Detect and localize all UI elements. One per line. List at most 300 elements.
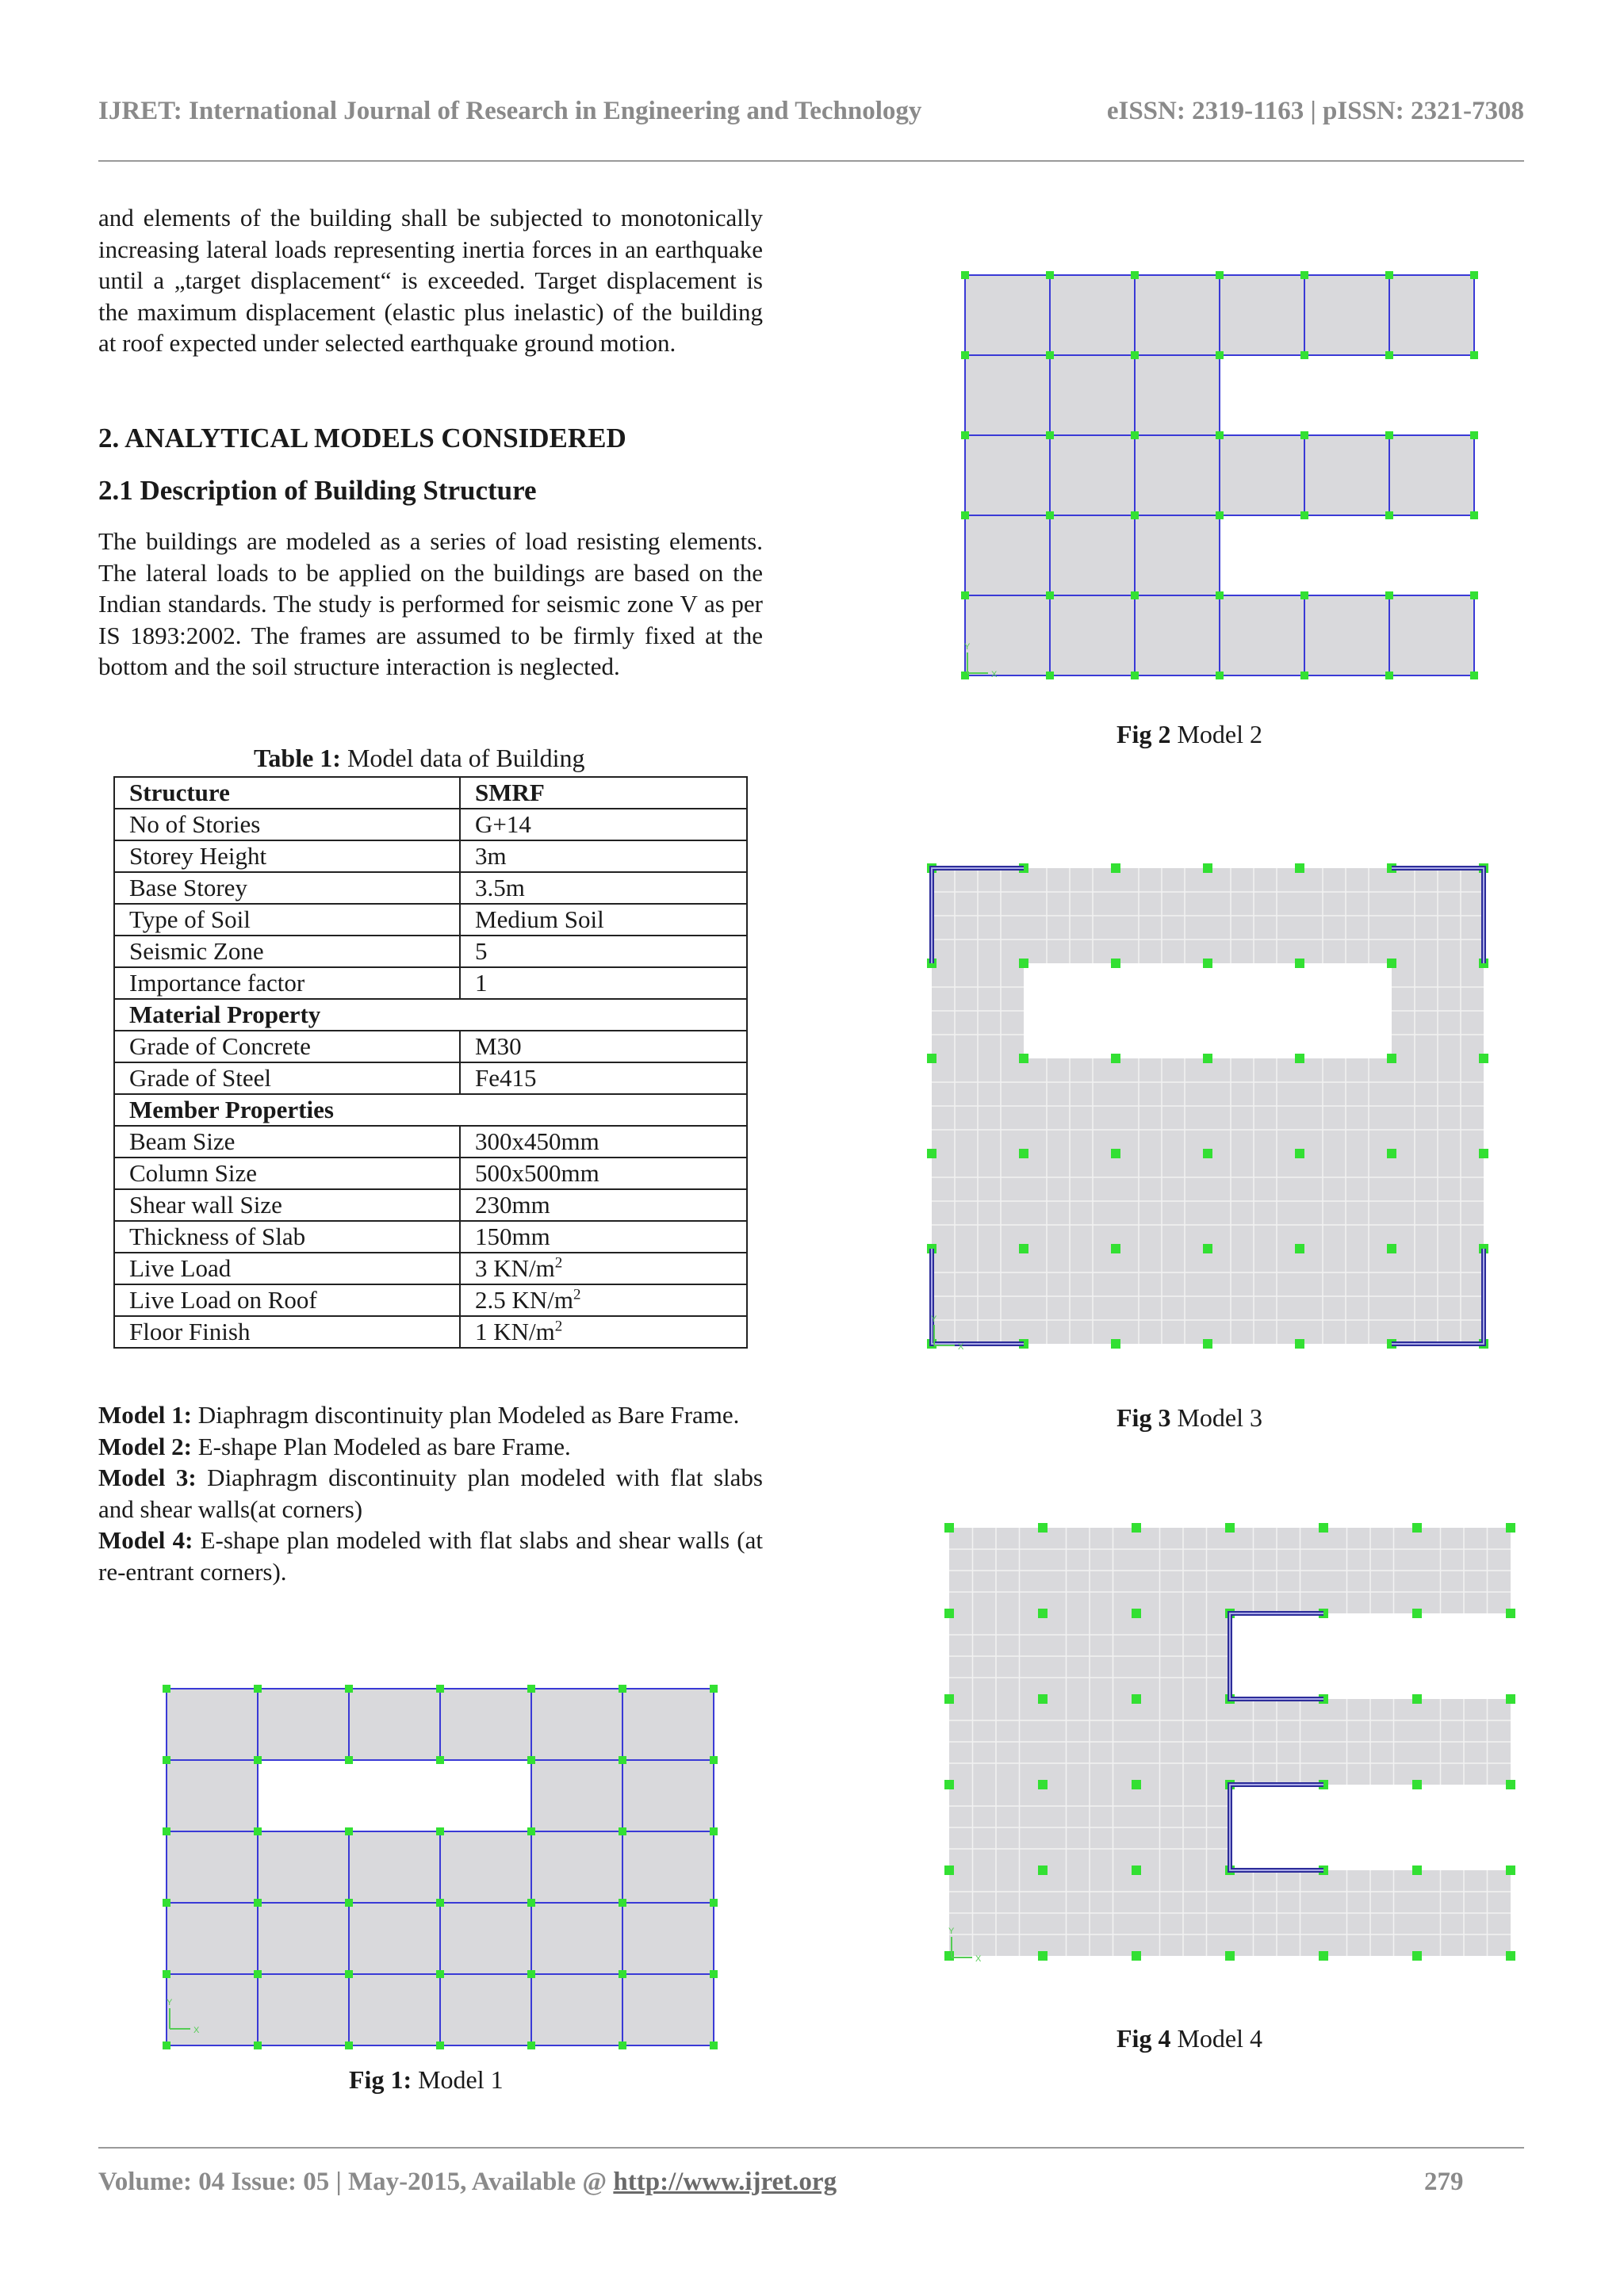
column-node [1385, 511, 1393, 519]
table-cell: Shear wall Size [114, 1189, 460, 1221]
slab-panel [440, 1974, 531, 2045]
fig-text: Model 3 [1170, 1403, 1262, 1432]
column-node [1470, 351, 1478, 359]
column-node [1385, 271, 1393, 279]
slab-panel [1135, 515, 1220, 595]
column-node [1131, 431, 1139, 439]
slab-panel [349, 1974, 440, 2045]
column-node [961, 591, 969, 599]
column-node [527, 2042, 535, 2049]
column-node [1300, 271, 1308, 279]
column-node [1216, 351, 1224, 359]
slab-panel [440, 1689, 531, 1760]
column-node [1300, 591, 1308, 599]
column-node [619, 1899, 626, 1907]
column-node [1319, 1523, 1328, 1533]
table-cell: Grade of Steel [114, 1062, 460, 1094]
fig1-plan-drawing [151, 1673, 737, 2045]
column-node [345, 2042, 353, 2049]
page-number: 279 [1424, 2168, 1464, 2196]
column-node [1300, 431, 1308, 439]
slab-panel [622, 1831, 714, 1903]
column-node [927, 1149, 936, 1158]
footer-volume-text: Volume: 04 Issue: 05 | May-2015, Available @ [98, 2168, 614, 2196]
slab-panel [349, 1903, 440, 1974]
fig2-caption [1116, 720, 1262, 749]
column-node [944, 1609, 954, 1618]
column-node [163, 2042, 170, 2049]
slab-panel [1304, 275, 1389, 355]
table-cell: 150mm [460, 1221, 747, 1253]
column-node [944, 1951, 954, 1961]
slab-panel [167, 1760, 258, 1831]
y-axis-label: Y [964, 642, 971, 652]
column-node [1385, 431, 1393, 439]
fig3-plan-drawing [920, 856, 1499, 1364]
x-axis-label: X [193, 2026, 200, 2035]
slab-panel [1389, 595, 1474, 675]
slab-panel [1050, 355, 1135, 435]
table-section-cell: Material Property [114, 999, 747, 1031]
column-node [1203, 1244, 1212, 1253]
column-node [710, 1685, 718, 1693]
fig3-caption [1116, 1403, 1262, 1433]
column-node [1111, 863, 1120, 873]
model-label: Model 1: [98, 1401, 192, 1429]
column-node [1132, 1866, 1141, 1875]
slab-panel [622, 1760, 714, 1831]
column-node [254, 2042, 262, 2049]
slab-panel [349, 1831, 440, 1903]
unit-text: 2.5 KN/m [475, 1286, 573, 1314]
fig1-caption [349, 2065, 504, 2095]
slab-panel [349, 1689, 440, 1760]
slab-panel [965, 435, 1050, 515]
column-node [1046, 271, 1054, 279]
y-axis-label: Y [931, 1314, 937, 1324]
column-node [619, 2042, 626, 2049]
column-node [710, 1899, 718, 1907]
slab-panel [531, 1831, 622, 1903]
column-node [1216, 431, 1224, 439]
table-cell: Type of Soil [114, 904, 460, 936]
column-node [1295, 863, 1304, 873]
table-cell: Floor Finish [114, 1316, 460, 1348]
column-node [1506, 1523, 1515, 1533]
fig-label: Fig 4 [1116, 2024, 1171, 2053]
table-cell [460, 1316, 747, 1348]
slab-panel [965, 595, 1050, 675]
column-node [527, 1827, 535, 1835]
slab-panel [1135, 275, 1220, 355]
model-text: E-shape Plan Modeled as bare Frame. [191, 1432, 571, 1460]
unit-text: 1 KN/m [475, 1318, 555, 1345]
slab-panel [258, 1974, 349, 2045]
table-cell: Fe415 [460, 1062, 747, 1094]
unit-superscript: 2 [554, 1254, 563, 1272]
table-cell: G+14 [460, 809, 747, 840]
column-node [1203, 1054, 1212, 1063]
column-node [163, 1827, 170, 1835]
column-node [1131, 511, 1139, 519]
table-row [114, 1031, 747, 1062]
slab-panel [965, 355, 1050, 435]
x-axis-label: X [991, 670, 998, 679]
column-node [1295, 1244, 1304, 1253]
fig-label: Fig 2 [1116, 720, 1171, 748]
column-node [527, 1970, 535, 1978]
table-cell: Medium Soil [460, 904, 747, 936]
column-node [1412, 1780, 1422, 1789]
slab-panel [167, 1689, 258, 1760]
table-caption [254, 744, 584, 773]
model-1-description [98, 1399, 763, 1431]
slab-panel [1135, 355, 1220, 435]
column-node [1295, 1054, 1304, 1063]
table-cell [460, 1284, 747, 1316]
unit-superscript: 2 [573, 1286, 581, 1303]
slab-panel [1220, 275, 1304, 355]
x-axis-label: X [975, 1954, 982, 1964]
x-axis-label: X [958, 1342, 964, 1352]
slab-panel [167, 1903, 258, 1974]
column-node [1131, 591, 1139, 599]
table-row [114, 1189, 747, 1221]
slab-panel [531, 1760, 622, 1831]
slab-panel [531, 1903, 622, 1974]
table-row [114, 904, 747, 936]
column-node [1046, 672, 1054, 679]
table-cell: M30 [460, 1031, 747, 1062]
table-row [114, 809, 747, 840]
column-node [254, 1970, 262, 1978]
column-node [1131, 271, 1139, 279]
column-node [1506, 1780, 1515, 1789]
column-node [961, 271, 969, 279]
table-row [114, 777, 747, 809]
fig2-plan-drawing [952, 262, 1491, 682]
column-node [1132, 1951, 1141, 1961]
column-node [1295, 1149, 1304, 1158]
column-node [944, 1780, 954, 1789]
column-node [1387, 1054, 1396, 1063]
column-node [436, 1756, 444, 1764]
table-row [114, 1094, 747, 1126]
slab-panel [622, 1689, 714, 1760]
table-cell: 230mm [460, 1189, 747, 1221]
shear-wall [1230, 1613, 1323, 1699]
intro-paragraph: and elements of the building shall be subjected to monotonically increasing lateral loads representing inertia forces in an earthquake until a „target displacement“ is exceeded. Target displacement is the maximum displacement (elastic plus inelastic) of the building at roof expected under selected earthquake ground motion. [98, 204, 763, 357]
column-node [254, 1756, 262, 1764]
column-node [1385, 351, 1393, 359]
slab-panel [1050, 515, 1135, 595]
column-node [927, 1054, 936, 1063]
table-row [114, 1316, 747, 1348]
column-node [1470, 431, 1478, 439]
column-node [944, 1523, 954, 1533]
table-row [114, 999, 747, 1031]
column-node [619, 1756, 626, 1764]
column-node [1412, 1609, 1422, 1618]
journal-header: IJRET: International Journal of Research in Engineering and Technology [98, 97, 922, 125]
column-node [527, 1899, 535, 1907]
table-row [114, 1221, 747, 1253]
table-row [114, 872, 747, 904]
fig-text: Model 1 [412, 2065, 504, 2094]
column-node [1385, 672, 1393, 679]
column-node [944, 1694, 954, 1704]
slab-panel [258, 1689, 349, 1760]
table-row [114, 1284, 747, 1316]
table-row [114, 967, 747, 999]
column-node [1111, 1339, 1120, 1349]
column-node [1506, 1609, 1515, 1618]
slab-panel [1135, 435, 1220, 515]
table-cell: Live Load [114, 1253, 460, 1284]
unit-text: 3 KN/m [475, 1254, 555, 1282]
table-cell: Column Size [114, 1158, 460, 1189]
column-node [1470, 271, 1478, 279]
column-node [1385, 591, 1393, 599]
column-node [163, 1756, 170, 1764]
column-node [1038, 1609, 1048, 1618]
footer-volume [98, 2168, 837, 2197]
column-node [1019, 1149, 1028, 1158]
slab-panel [1389, 435, 1474, 515]
slab-panel [440, 1903, 531, 1974]
column-node [1038, 1523, 1048, 1533]
column-node [345, 1685, 353, 1693]
slab-panel [622, 1903, 714, 1974]
table-caption-label: Table 1: [254, 744, 341, 772]
table-section-cell: Member Properties [114, 1094, 747, 1126]
unit-superscript: 2 [554, 1318, 563, 1335]
model-2-description [98, 1431, 763, 1463]
column-node [1132, 1780, 1141, 1789]
column-node [1019, 1054, 1028, 1063]
subsection-heading: 2.1 Description of Building Structure [98, 475, 537, 506]
column-node [1038, 1780, 1048, 1789]
y-axis-label: Y [167, 1998, 173, 2007]
column-node [961, 431, 969, 439]
column-node [1387, 1244, 1396, 1253]
column-node [436, 1970, 444, 1978]
column-node [961, 351, 969, 359]
issn-header: eISSN: 2319-1163 | pISSN: 2321-7308 [1106, 97, 1524, 125]
column-node [163, 1685, 170, 1693]
model-text: Diaphragm discontinuity plan Modeled as Bare Frame. [191, 1401, 740, 1429]
column-node [1387, 1149, 1396, 1158]
fig-text: Model 4 [1170, 2024, 1262, 2053]
header-rule [98, 160, 1524, 162]
column-node [1132, 1694, 1141, 1704]
slab-panel [1050, 275, 1135, 355]
model-label: Model 4: [98, 1526, 193, 1554]
table-cell: Structure [114, 777, 460, 809]
column-node [1387, 959, 1396, 968]
table-row [114, 840, 747, 872]
description-paragraph: The buildings are modeled as a series of load resisting elements. The lateral loads to be applied on the buildings are based on the Indian standards. The study is performed for seismic zone V as per IS 1893:2002. The frames are assumed to be firmly fixed at the bottom and the soil structure interaction is neglected. [98, 527, 763, 680]
column-node [1203, 863, 1212, 873]
model-data-table [113, 776, 748, 1349]
column-node [1038, 1866, 1048, 1875]
slab-panel [1304, 435, 1389, 515]
table-cell: SMRF [460, 777, 747, 809]
column-node [710, 1970, 718, 1978]
column-node [1300, 672, 1308, 679]
shear-wall [1230, 1785, 1323, 1870]
slab-panel [1389, 275, 1474, 355]
table-cell: No of Stories [114, 809, 460, 840]
column-node [619, 1970, 626, 1978]
table-cell: Live Load on Roof [114, 1284, 460, 1316]
model-descriptions [98, 1399, 763, 1587]
column-node [1038, 1951, 1048, 1961]
slab-panel [965, 515, 1050, 595]
table-cell: Beam Size [114, 1126, 460, 1158]
slab-panel [258, 1903, 349, 1974]
slab-panel [440, 1831, 531, 1903]
column-node [1506, 1694, 1515, 1704]
slab-panel [1304, 595, 1389, 675]
column-node [1038, 1694, 1048, 1704]
slab-panel [1050, 595, 1135, 675]
slab-panel [531, 1974, 622, 2045]
fig-label: Fig 3 [1116, 1403, 1171, 1432]
slab-panel [622, 1974, 714, 2045]
column-node [1132, 1609, 1141, 1618]
table-row [114, 1253, 747, 1284]
column-node [1295, 959, 1304, 968]
slab-panel [531, 1689, 622, 1760]
column-node [1470, 511, 1478, 519]
table-cell: Thickness of Slab [114, 1221, 460, 1253]
column-node [961, 511, 969, 519]
column-node [1225, 1523, 1235, 1533]
section-heading: 2. ANALYTICAL MODELS CONSIDERED [98, 423, 626, 453]
column-node [1506, 1951, 1515, 1961]
column-node [944, 1866, 954, 1875]
column-node [254, 1685, 262, 1693]
column-node [345, 1970, 353, 1978]
column-node [1412, 1866, 1422, 1875]
table-cell: 300x450mm [460, 1126, 747, 1158]
slab-panel [1220, 595, 1304, 675]
journal-link[interactable]: http://www.ijret.org [613, 2168, 837, 2196]
column-node [1203, 1339, 1212, 1349]
table-cell: 5 [460, 936, 747, 967]
column-node [619, 1827, 626, 1835]
fig-text: Model 2 [1170, 720, 1262, 748]
model-label: Model 3: [98, 1464, 197, 1491]
model-label: Model 2: [98, 1432, 192, 1460]
column-node [1319, 1951, 1328, 1961]
column-node [436, 1827, 444, 1835]
table-cell: Storey Height [114, 840, 460, 872]
slab-panel [965, 275, 1050, 355]
column-node [436, 2042, 444, 2049]
column-node [1295, 1339, 1304, 1349]
table-cell: 500x500mm [460, 1158, 747, 1189]
column-node [1479, 1149, 1488, 1158]
column-node [619, 1685, 626, 1693]
slab-panel [1050, 435, 1135, 515]
column-node [710, 1756, 718, 1764]
column-node [527, 1756, 535, 1764]
table-cell: Grade of Concrete [114, 1031, 460, 1062]
slab-panel [1135, 595, 1220, 675]
column-node [254, 1899, 262, 1907]
column-node [710, 1827, 718, 1835]
shear-wall-core [1230, 1613, 1323, 1699]
table-cell: Importance factor [114, 967, 460, 999]
table-cell: 3.5m [460, 872, 747, 904]
column-node [710, 2042, 718, 2049]
column-node [1111, 1244, 1120, 1253]
table-cell: Seismic Zone [114, 936, 460, 967]
footer-rule [98, 2147, 1524, 2149]
table-cell [460, 1253, 747, 1284]
model-4-description [98, 1525, 763, 1587]
column-node [1412, 1951, 1422, 1961]
column-node [1216, 591, 1224, 599]
fig-label: Fig 1: [349, 2065, 412, 2094]
column-node [1470, 591, 1478, 599]
column-node [527, 1685, 535, 1693]
column-node [1111, 1054, 1120, 1063]
column-node [1019, 1244, 1028, 1253]
column-node [1412, 1523, 1422, 1533]
column-node [163, 1970, 170, 1978]
column-node [1506, 1866, 1515, 1875]
column-node [1046, 431, 1054, 439]
table-row [114, 936, 747, 967]
column-node [1216, 271, 1224, 279]
column-node [1225, 1951, 1235, 1961]
model-3-description [98, 1462, 763, 1525]
slab-panel [167, 1974, 258, 2045]
slab-panel [1220, 435, 1304, 515]
column-node [1019, 959, 1028, 968]
column-node [1203, 959, 1212, 968]
column-node [345, 1756, 353, 1764]
column-node [254, 1827, 262, 1835]
column-node [1131, 672, 1139, 679]
column-node [1111, 959, 1120, 968]
slab-panel [167, 1831, 258, 1903]
slab-panel [258, 1831, 349, 1903]
y-axis-label: Y [948, 1927, 955, 1936]
table-cell: Base Storey [114, 872, 460, 904]
table-row [114, 1126, 747, 1158]
column-node [1412, 1694, 1422, 1704]
column-node [1046, 351, 1054, 359]
column-node [1046, 591, 1054, 599]
model-text: Diaphragm discontinuity plan modeled with flat slabs and shear walls(at corners) [98, 1464, 763, 1523]
table-cell: 1 [460, 967, 747, 999]
column-node [1203, 1149, 1212, 1158]
column-node [1216, 511, 1224, 519]
table-row [114, 1062, 747, 1094]
table-caption-text: Model data of Building [340, 744, 585, 772]
column-node [1470, 672, 1478, 679]
column-node [345, 1827, 353, 1835]
column-node [1300, 511, 1308, 519]
column-node [163, 1899, 170, 1907]
table-cell: 3m [460, 840, 747, 872]
column-node [1111, 1149, 1120, 1158]
table-row [114, 1158, 747, 1189]
